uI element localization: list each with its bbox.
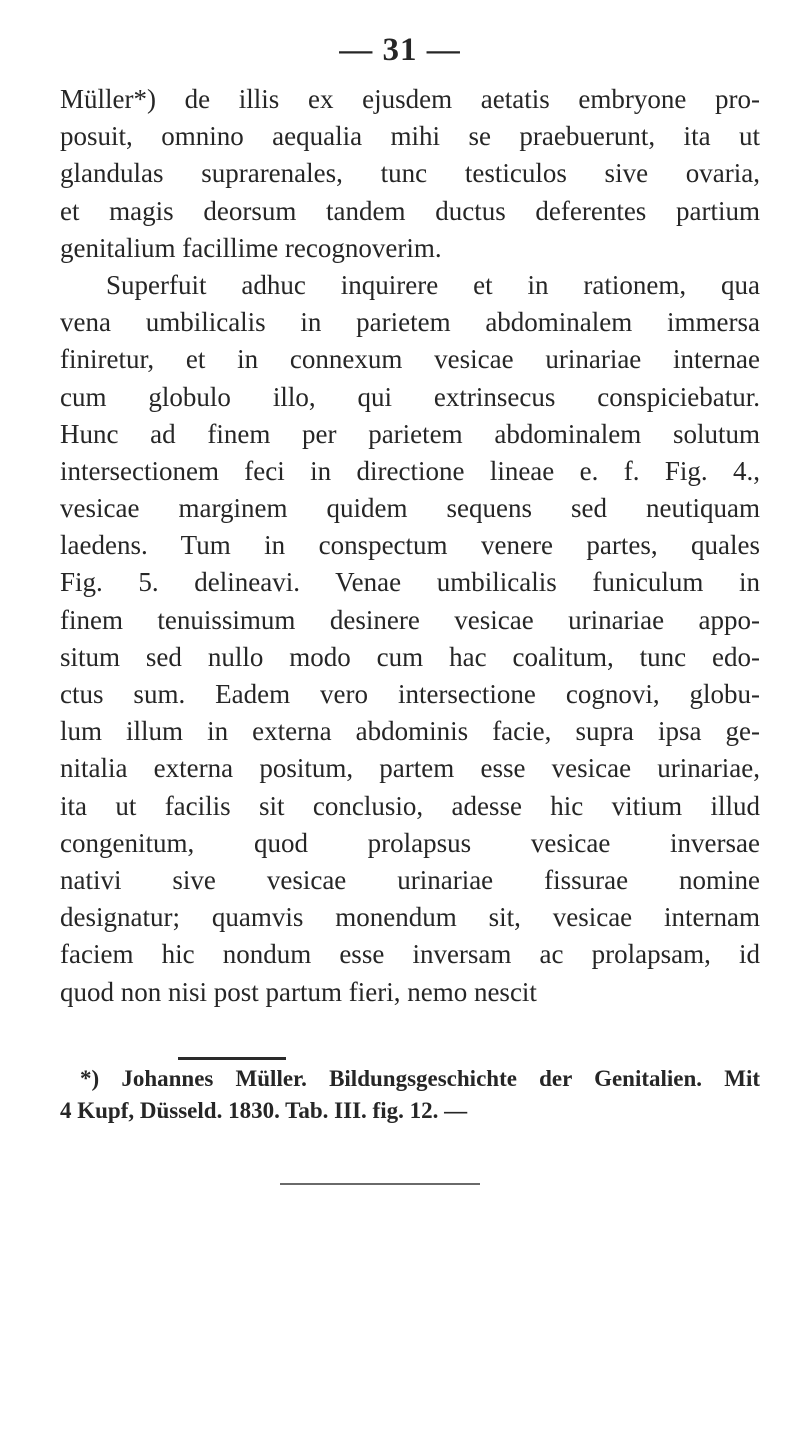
text-line: designatur; quamvis monendum sit, vesicae internam (60, 902, 760, 933)
text-line: laedens. Tum in conspectum venere partes, quales (60, 530, 760, 561)
bottom-rule (280, 1183, 480, 1185)
text-line: lum illum in externa abdominis facie, supra ipsa ge- (60, 716, 760, 747)
text-line: finem tenuissimum desinere vesicae urinariae appo- (60, 604, 760, 635)
text-line: genitalium facillime recognoverim. (60, 232, 442, 263)
text-line: nitalia externa positum, partem esse vesicae urinariae, (60, 753, 760, 784)
text-line: finiretur, et in connexum vesicae urinariae internae (60, 344, 760, 375)
text-line: vena umbilicalis in parietem abdominalem immersa (60, 307, 760, 338)
text-line: faciem hic nondum esse inversam ac prolapsam, id (60, 939, 760, 970)
text-line: nativi sive vesicae urinariae fissurae nomine (60, 864, 760, 895)
text-line: Superfuit adhuc inquirere et in rationem, qua (106, 269, 760, 300)
text-line: et magis deorsum tandem ductus deferentes partium (60, 195, 760, 226)
footnote (60, 1063, 760, 1127)
text-line: ita ut facilis sit conclusio, adesse hic vitium illud (60, 790, 760, 821)
page-number: — 31 — (339, 32, 461, 68)
text-line: quod non nisi post partum fieri, nemo nescit (60, 976, 537, 1007)
text-line: congenitum, quod prolapsus vesicae inversae (60, 827, 760, 858)
footnote-separator (178, 1057, 286, 1060)
text-line: cum globulo illo, qui extrinsecus conspiciebatur. (60, 381, 760, 412)
text-line: posuit, omnino aequalia mihi se praebuerunt, ita ut (60, 121, 760, 152)
text-line: ctus sum. Eadem vero intersectione cognovi, globu- (60, 679, 760, 709)
text-line: Müller*) de illis ex ejusdem aetatis embryone pro- (60, 84, 760, 114)
text-line: Hunc ad finem per parietem abdominalem solutum (60, 418, 760, 449)
text-line: vesicae marginem quidem sequens sed neutiquam (60, 493, 760, 524)
footnote-line: 4 Kupf, Düsseld. 1830. Tab. III. fig. 12. — (60, 1098, 468, 1123)
text-line: situm sed nullo modo cum hac coalitum, tunc edo- (60, 641, 760, 672)
text-line: intersectionem feci in directione lineae e. f. Fig. 4., (60, 455, 760, 486)
text-line: glandulas suprarenales, tunc testiculos sive ovaria, (60, 158, 760, 189)
footnote-line: *) Johannes Müller. Bildungsgeschichte der Genitalien. Mit (80, 1066, 760, 1091)
body-text (60, 81, 760, 1011)
text-line: Fig. 5. delineavi. Venae umbilicalis funiculum in (60, 567, 760, 598)
